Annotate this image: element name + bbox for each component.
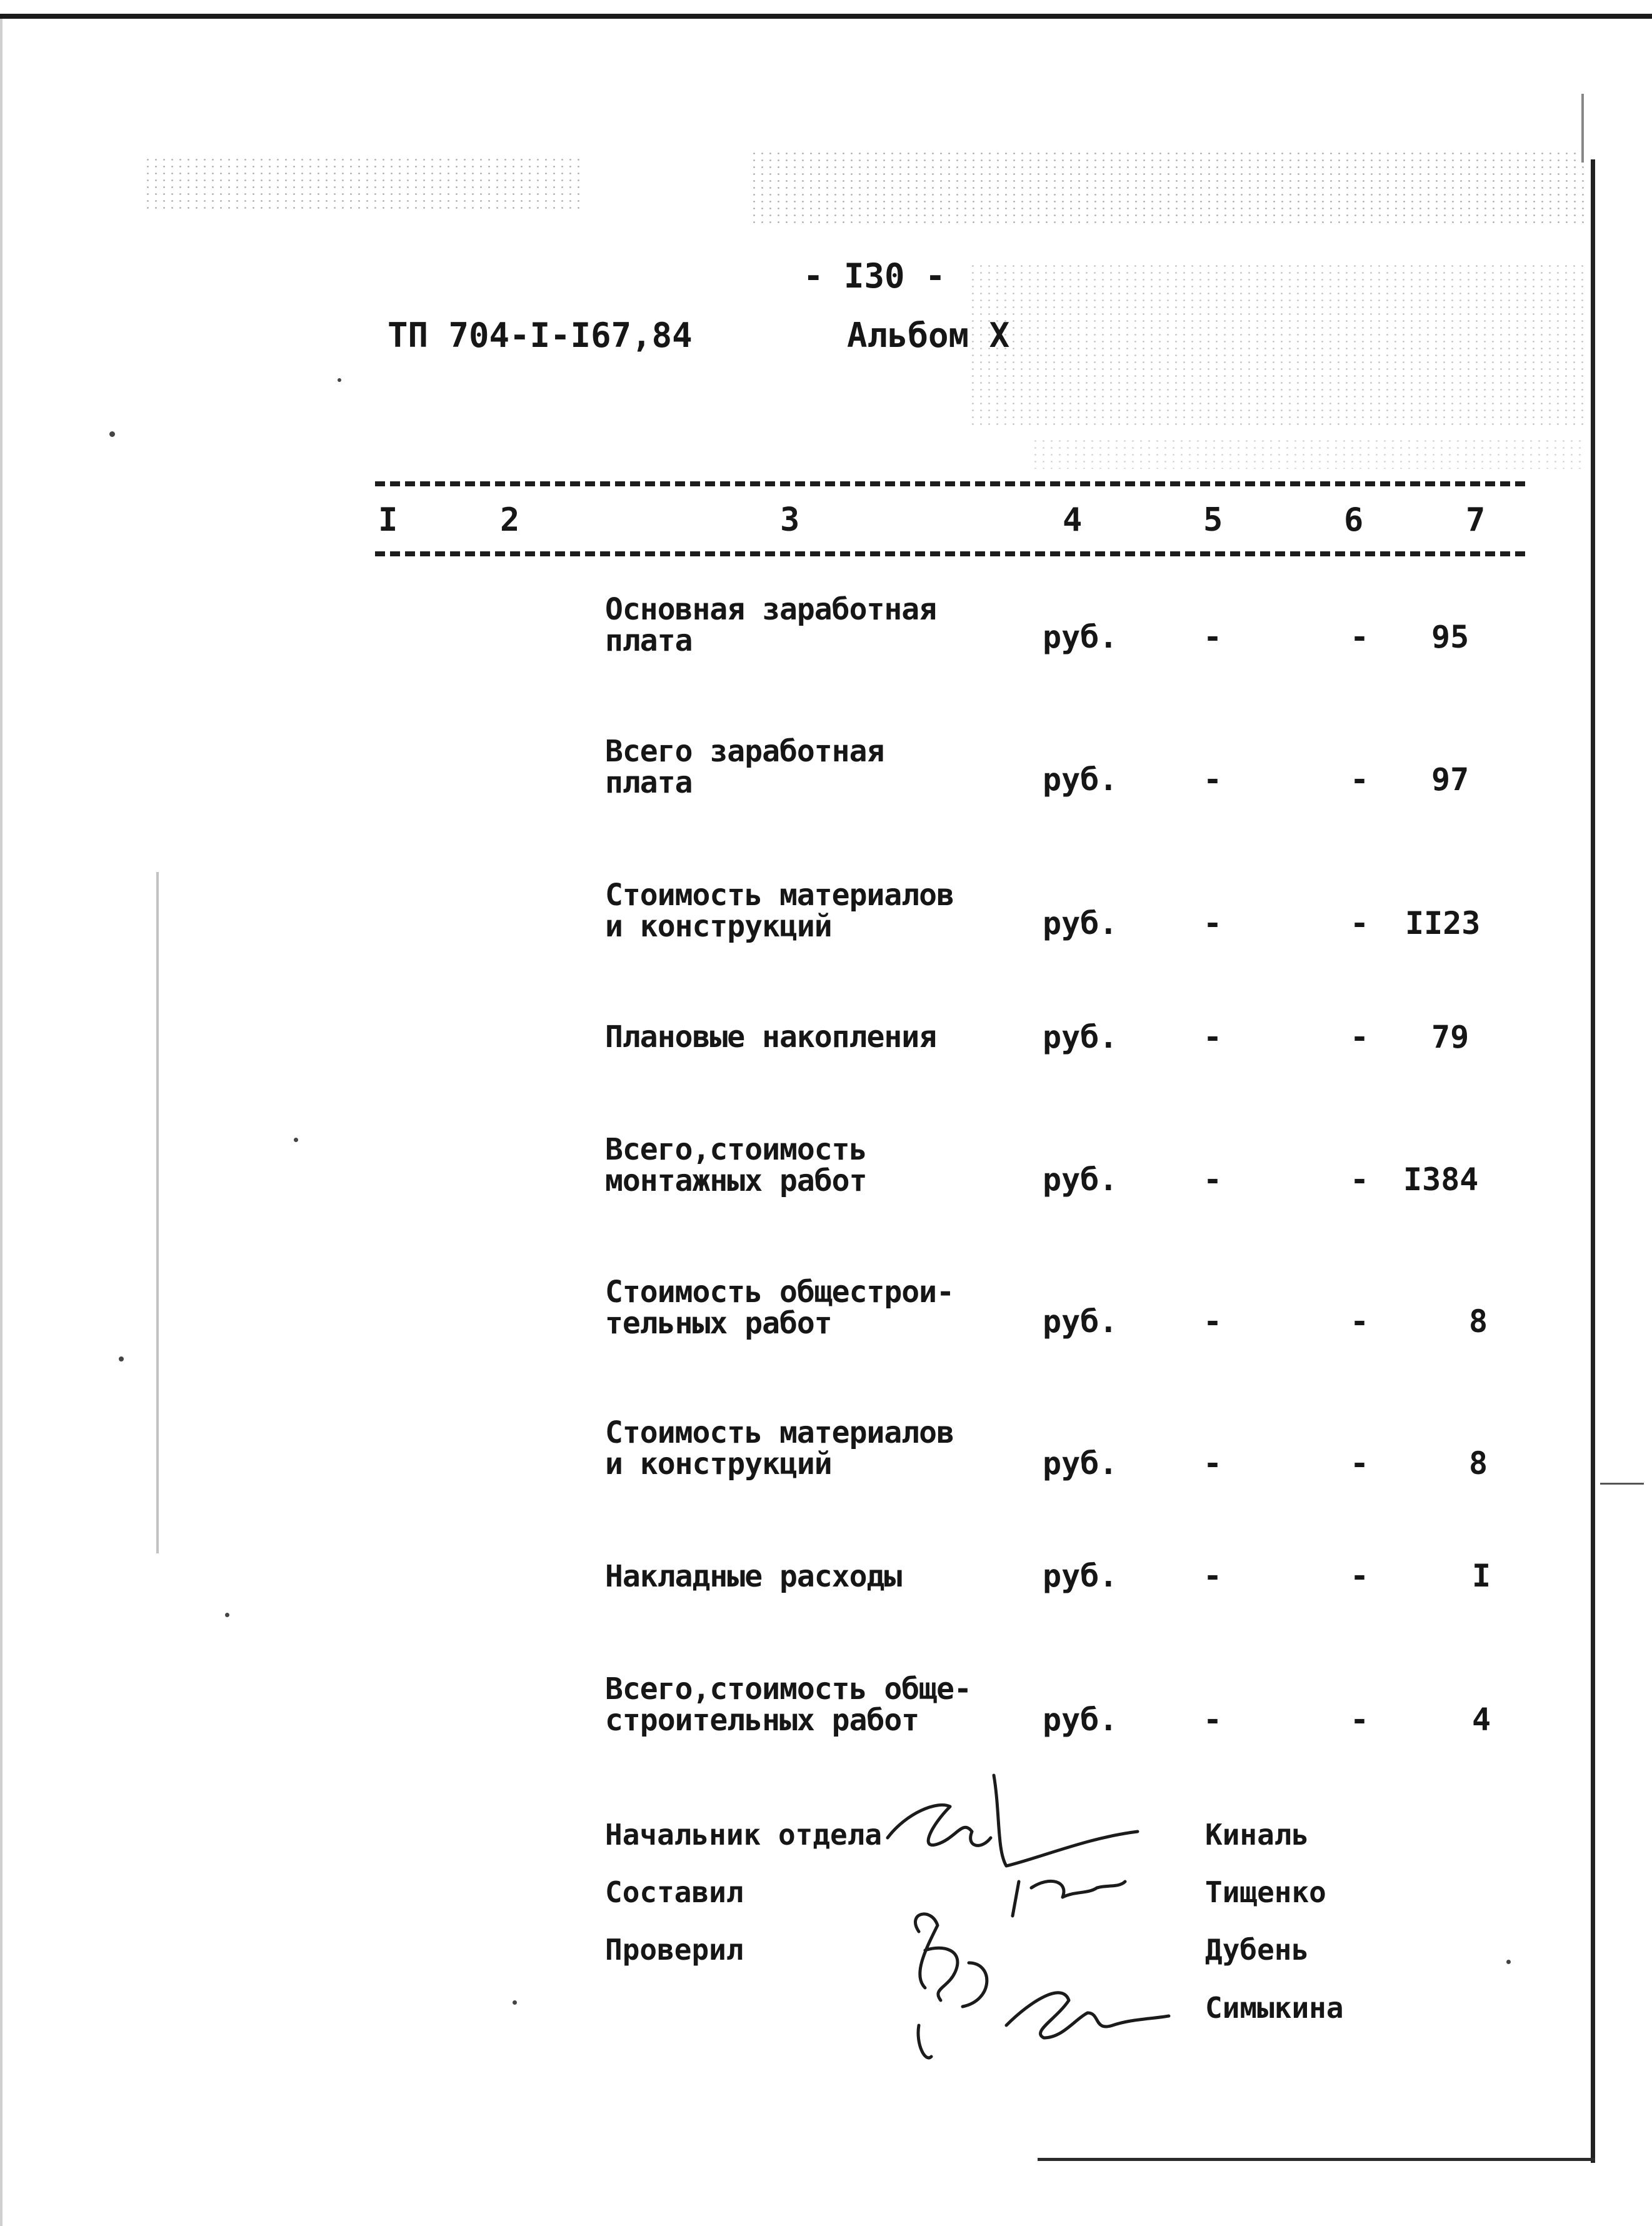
row-9-col7: 4 [1472, 1702, 1491, 1738]
row-3-unit: руб. [1043, 905, 1118, 941]
row-9-item-line1: Всего,стоимость обще- [605, 1672, 971, 1707]
row-5-col7: I384 [1403, 1161, 1479, 1198]
row-1-unit: руб. [1043, 619, 1118, 655]
row-2-unit: руб. [1043, 761, 1118, 798]
scan-speck [1600, 1483, 1644, 1485]
row-3-item-line2: и конструкций [605, 909, 832, 944]
row-4-col6: - [1350, 1019, 1369, 1055]
bottom-frame-line [1038, 2158, 1595, 2161]
scan-speck [119, 1356, 124, 1361]
row-8-unit: руб. [1043, 1558, 1118, 1594]
row-4-col7: 79 [1431, 1019, 1469, 1055]
row-6-col7: 8 [1469, 1303, 1488, 1340]
scan-noise [750, 150, 1588, 225]
scan-noise [1031, 438, 1581, 469]
sig-name-checked: Дубень [1205, 1933, 1309, 1967]
row-7-col5: - [1203, 1445, 1223, 1481]
row-9-col6: - [1350, 1702, 1369, 1738]
sig-role-checked: Проверил [605, 1933, 744, 1967]
page-edge [0, 19, 3, 2226]
header-bottom-rule [375, 551, 1525, 556]
row-1-item-line1: Основная заработная [605, 592, 937, 627]
sig-name-head: Киналь [1205, 1818, 1309, 1852]
col-7-header: 7 [1466, 501, 1486, 539]
row-6-col5: - [1203, 1303, 1223, 1340]
right-frame-line [1591, 159, 1595, 2163]
header-top-rule [375, 481, 1525, 486]
scan-speck [156, 872, 159, 1553]
row-2-col6: - [1350, 761, 1369, 798]
row-6-unit: руб. [1043, 1303, 1118, 1340]
row-9-col5: - [1203, 1702, 1223, 1738]
row-2-col7: 97 [1431, 761, 1469, 798]
sig-role-compiled: Составил [605, 1875, 744, 1909]
row-4-item-line1: Плановые накопления [605, 1020, 937, 1055]
row-2-item-line2: плата [605, 765, 693, 800]
col-6-header: 6 [1344, 501, 1364, 539]
scan-speck [109, 431, 115, 437]
row-7-col6: - [1350, 1445, 1369, 1481]
row-3-col6: - [1350, 905, 1369, 941]
row-8-item-line1: Накладные расходы [605, 1559, 902, 1594]
row-4-col5: - [1203, 1019, 1223, 1055]
col-3-header: 3 [780, 501, 800, 539]
row-4-unit: руб. [1043, 1019, 1118, 1055]
top-rule [0, 14, 1652, 19]
row-5-col5: - [1203, 1161, 1223, 1198]
row-9-item-line2: строительных работ [605, 1703, 919, 1738]
scan-speck [1581, 94, 1584, 163]
album-label: Альбом X [847, 316, 1010, 355]
row-8-col6: - [1350, 1558, 1369, 1594]
row-7-unit: руб. [1043, 1445, 1118, 1481]
row-2-col5: - [1203, 761, 1223, 798]
sig-name-fourth: Симыкина [1205, 1991, 1344, 2025]
row-8-col7: I [1472, 1558, 1491, 1594]
row-5-item-line2: монтажных работ [605, 1163, 867, 1198]
row-1-item-line2: плата [605, 623, 693, 658]
row-6-col6: - [1350, 1303, 1369, 1340]
col-1-header: I [378, 501, 398, 539]
row-6-item-line2: тельных работ [605, 1306, 832, 1341]
row-7-item-line1: Стоимость материалов [605, 1415, 954, 1450]
doc-code: ТП 704-I-I67,84 [388, 316, 693, 355]
col-2-header: 2 [500, 501, 520, 539]
row-5-item-line1: Всего,стоимость [605, 1132, 867, 1167]
row-1-col7: 95 [1431, 619, 1469, 655]
row-2-item-line1: Всего заработная [605, 734, 884, 769]
sig-role-head: Начальник отдела [605, 1818, 883, 1852]
page-number: - I30 - [803, 256, 946, 296]
row-5-unit: руб. [1043, 1161, 1118, 1198]
row-7-col7: 8 [1469, 1445, 1488, 1481]
row-6-item-line1: Стоимость общестрои- [605, 1275, 954, 1310]
scan-noise [969, 263, 1588, 425]
row-1-col5: - [1203, 619, 1223, 655]
scan-noise [144, 156, 581, 213]
row-7-item-line2: и конструкций [605, 1446, 832, 1481]
scan-speck [294, 1138, 298, 1142]
scan-speck [1506, 1960, 1511, 1964]
col-5-header: 5 [1203, 501, 1223, 539]
row-1-col6: - [1350, 619, 1369, 655]
row-8-col5: - [1203, 1558, 1223, 1594]
row-9-unit: руб. [1043, 1702, 1118, 1738]
scan-speck [513, 2000, 517, 2005]
sig-name-compiled: Тищенко [1205, 1875, 1326, 1909]
row-3-col5: - [1203, 905, 1223, 941]
scan-speck [338, 378, 341, 382]
col-4-header: 4 [1063, 501, 1083, 539]
row-3-item-line1: Стоимость материалов [605, 878, 954, 913]
row-5-col6: - [1350, 1161, 1369, 1198]
scan-speck [225, 1613, 229, 1617]
handwritten-signatures [863, 1763, 1213, 2075]
row-3-col7: II23 [1405, 905, 1481, 941]
